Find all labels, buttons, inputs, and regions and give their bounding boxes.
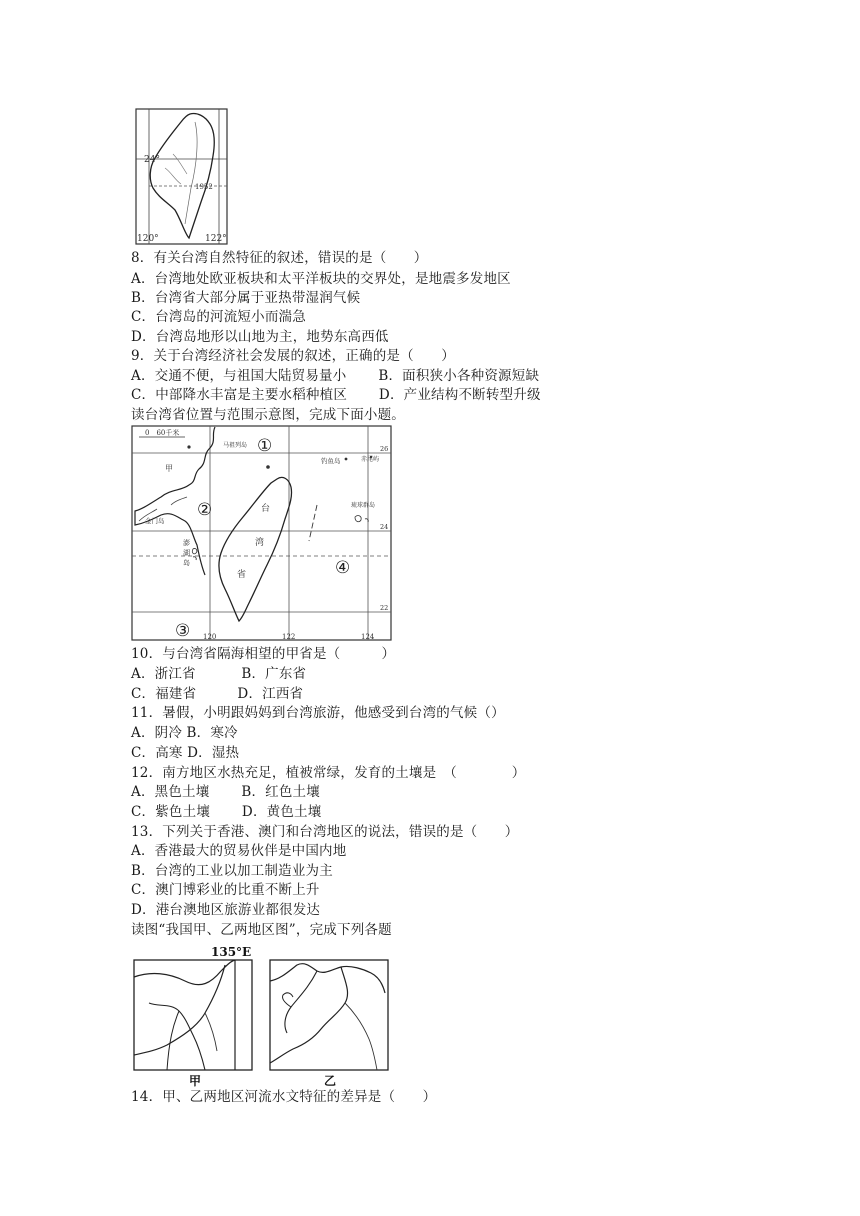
map2-scale: 0 60千米 (145, 429, 180, 437)
q10-options-row1: A．浙江省 B．广东省 (131, 666, 307, 682)
map2-chiwei-label: 赤尾屿 (361, 456, 380, 463)
map2-ryukyu-label: 琉球群岛 (351, 502, 376, 509)
map1-lon-right: 122° (205, 234, 227, 244)
map2-tai-char: 台 (261, 504, 271, 514)
q13-option-c: C．澳门博彩业的比重不断上升 (131, 882, 320, 898)
q9-stem: 9．关于台湾经济社会发展的叙述，正确的是（ ） (131, 348, 455, 364)
q9-options-row2: C．中部降水丰富是主要水稻种植区 D．产业结构不断转型升级 (131, 387, 541, 403)
map2-sheng-char: 省 (237, 570, 247, 580)
q9-options-row1: A．交通不便，与祖国大陆贸易量小 B．面积狭小各种资源短缺 (131, 368, 540, 384)
jia-yi-regions-map (131, 941, 395, 1087)
map1-point-label: 1952 (195, 183, 213, 191)
map2-lon-122: 122 (282, 633, 296, 641)
map2-circle-1: ① (257, 436, 273, 456)
map1-lat-label: 24° (144, 155, 160, 165)
map2-lon-124: 124 (361, 633, 375, 641)
map2-penghu-2: 湖 (183, 549, 190, 557)
map3-yi-label: 乙 (324, 1074, 337, 1087)
q12-stem: 12．南方地区水热充足，植被常绿，发育的土壤是 （ ） (131, 765, 526, 781)
q13-option-a: A．香港最大的贸易伙伴是中国内地 (131, 843, 347, 859)
map2-circle-4: ④ (335, 558, 351, 578)
map2-circle-3: ③ (175, 621, 191, 641)
q8-option-d: D．台湾岛地形以山地为主，地势东高西低 (131, 329, 389, 345)
map2-wan-char: 湾 (255, 538, 265, 548)
map2-matsu-label: 马祖列岛 (223, 442, 248, 449)
q8-stem: 8．有关台湾自然特征的叙述，错误的是（ ） (131, 250, 428, 266)
q13-stem: 13．下列关于香港、澳门和台湾地区的说法，错误的是（ ） (131, 824, 519, 840)
map2-kinmen-label: 金门岛 (145, 517, 165, 525)
map1-lon-left: 120° (137, 234, 159, 244)
map2-lat-22: 22 (380, 604, 389, 612)
map2-diaoyu-label: 钓鱼岛 (321, 457, 341, 465)
q11-options-row1: A．阴冷 B．寒冷 (131, 725, 238, 741)
map3-intro: 读图“我国甲、乙两地区图”，完成下列各题 (131, 922, 392, 938)
q12-options-row2: C．紫色土壤 D．黄色土壤 (131, 804, 322, 820)
map2-lat-26: 26 (380, 445, 389, 453)
q11-stem: 11．暑假，小明跟妈妈到台湾旅游，他感受到台湾的气候（） (131, 705, 505, 721)
taiwan-outline-map (135, 108, 229, 246)
map2-lat-24: 24 (380, 523, 389, 531)
map3-jia-label: 甲 (189, 1074, 202, 1087)
map2-circle-2: ② (197, 500, 213, 520)
q12-options-row1: A．黑色土壤 B．红色土壤 (131, 784, 320, 800)
q8-option-c: C．台湾岛的河流短小而湍急 (131, 309, 306, 325)
q10-options-row2: C．福建省 D．江西省 (131, 686, 304, 702)
map2-penghu-3: 岛 (183, 559, 190, 567)
map2-penghu-1: 澎 (183, 539, 190, 547)
q14-stem: 14．甲、乙两地区河流水文特征的差异是（ ） (131, 1089, 437, 1105)
q13-option-d: D．港台澳地区旅游业都很发达 (131, 902, 321, 918)
map2-intro: 读台湾省位置与范围示意图，完成下面小题。 (131, 407, 405, 423)
q11-options-row2: C．高寒 D．湿热 (131, 745, 240, 761)
map2-lon-120: 120 (203, 633, 217, 641)
q10-stem: 10．与台湾省隔海相望的甲省是（ ） (131, 646, 396, 662)
q13-option-b: B．台湾的工业以加工制造业为主 (131, 863, 333, 879)
taiwan-location-map (131, 425, 393, 643)
q8-option-b: B．台湾省大部分属于亚热带湿润气候 (131, 290, 361, 306)
q8-option-a: A．台湾地处欧亚板块和太平洋板块的交界处，是地震多发地区 (131, 271, 511, 287)
map3-lon-label: 135°E (211, 945, 252, 959)
map2-jia-label: 甲 (165, 464, 173, 473)
